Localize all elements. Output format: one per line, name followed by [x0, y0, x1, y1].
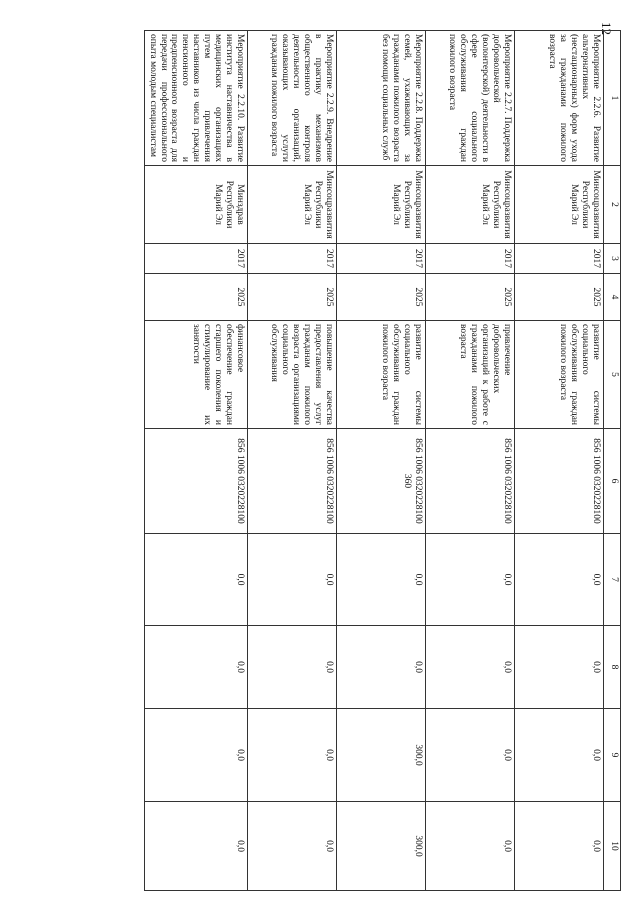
value-cell: 0,0: [426, 709, 515, 802]
event-cell: Мероприятие 2.2.9. Внедрение в практику механизмов общественного контроля деятельности организаций, оказывающих услуги гражданам пожилого возраста: [248, 31, 337, 166]
value-cell: 0,0: [144, 709, 247, 802]
value-cell: 0,0: [144, 534, 247, 626]
executor-cell: Минсоцразвития Республики Марий Эл: [248, 166, 337, 244]
end-year-cell: 2025: [337, 274, 426, 321]
result-cell: привлечение добровольческих организаций к работе с гражданами пожилого возраста: [426, 321, 515, 429]
table-row: [426, 31, 515, 891]
value-cell: 0,0: [144, 802, 247, 891]
program-table: [144, 30, 621, 891]
value-cell: 0,0: [515, 709, 604, 802]
column-header: 5: [604, 321, 621, 429]
value-cell: 0,0: [248, 534, 337, 626]
value-cell: 0,0: [248, 626, 337, 709]
event-cell: Мероприятие 2.2.6. Развитие альтернативных (нестационарных) форм ухода за гражданами пожилого возраста: [515, 31, 604, 166]
event-cell: Мероприятие 2.2.10. Развитие института наставничества в медицинских организациях путем привлечения наставников из числа граждан пенсионного и предпенсионного возраста для передачи профессионального опыта молодым специалистам: [144, 31, 247, 166]
table-row: [515, 31, 604, 891]
executor-cell: Минсоцразвития Республики Марий Эл: [337, 166, 426, 244]
end-year-cell: 2025: [248, 274, 337, 321]
column-header: 2: [604, 166, 621, 244]
page-number: 12: [599, 22, 614, 35]
result-cell: повышение качества предоставления услуг гражданам пожилого возраста организациями социального обслуживания: [248, 321, 337, 429]
start-year-cell: 2017: [426, 244, 515, 274]
value-cell: 0,0: [426, 626, 515, 709]
value-cell: 0,0: [515, 802, 604, 891]
event-cell: Мероприятие 2.2.8. Поддержка семей, ухаживающих за гражданами пожилого возраста без помощи социальных служб: [337, 31, 426, 166]
start-year-cell: 2017: [337, 244, 426, 274]
value-cell: 0,0: [248, 709, 337, 802]
executor-cell: Минсоцразвития Республики Марий Эл: [426, 166, 515, 244]
executor-cell: Минсоцразвития Республики Марий Эл: [515, 166, 604, 244]
budget-code-cell: 856 1006 0320228100: [515, 429, 604, 534]
column-header: 6: [604, 429, 621, 534]
column-header: 3: [604, 244, 621, 274]
start-year-cell: 2017: [515, 244, 604, 274]
budget-code-cell: 856 1006 0320228100: [248, 429, 337, 534]
value-cell: 300,0: [337, 709, 426, 802]
budget-code-cell: 856 1006 0320228100: [144, 429, 247, 534]
end-year-cell: 2025: [426, 274, 515, 321]
event-cell: Мероприятие 2.2.7. Поддержка добровольческой (волонтерской) деятельности в сфере социального обслуживания граждан пожилого возраста: [426, 31, 515, 166]
budget-code-cell: 856 1006 0320228100 360: [337, 429, 426, 534]
result-cell: развитие системы социального обслуживания граждан пожилого возраста: [515, 321, 604, 429]
budget-code-cell: 856 1006 0320228100: [426, 429, 515, 534]
table-row: [144, 31, 247, 891]
column-header: 8: [604, 626, 621, 709]
value-cell: 0,0: [426, 802, 515, 891]
table-row: [248, 31, 337, 891]
result-cell: финансовое обеспечение граждан старшего поколения и стимулирование их занятости: [144, 321, 247, 429]
end-year-cell: 2025: [144, 274, 247, 321]
value-cell: 0,0: [337, 626, 426, 709]
header-row: [604, 31, 621, 891]
column-header: 1: [604, 31, 621, 166]
column-header: 4: [604, 274, 621, 321]
column-header: 7: [604, 534, 621, 626]
value-cell: 300,0: [337, 802, 426, 891]
column-header: 9: [604, 709, 621, 802]
end-year-cell: 2025: [515, 274, 604, 321]
result-cell: развитие системы социального обслуживания граждан пожилого возраста: [337, 321, 426, 429]
value-cell: 0,0: [515, 626, 604, 709]
start-year-cell: 2017: [144, 244, 247, 274]
start-year-cell: 2017: [248, 244, 337, 274]
value-cell: 0,0: [426, 534, 515, 626]
executor-cell: Минздрав Республики Марий Эл: [144, 166, 247, 244]
rotated-page: [116, 30, 621, 890]
table-row: [337, 31, 426, 891]
value-cell: 0,0: [144, 626, 247, 709]
value-cell: 0,0: [337, 534, 426, 626]
value-cell: 0,0: [248, 802, 337, 891]
column-header: 10: [604, 802, 621, 891]
value-cell: 0,0: [515, 534, 604, 626]
